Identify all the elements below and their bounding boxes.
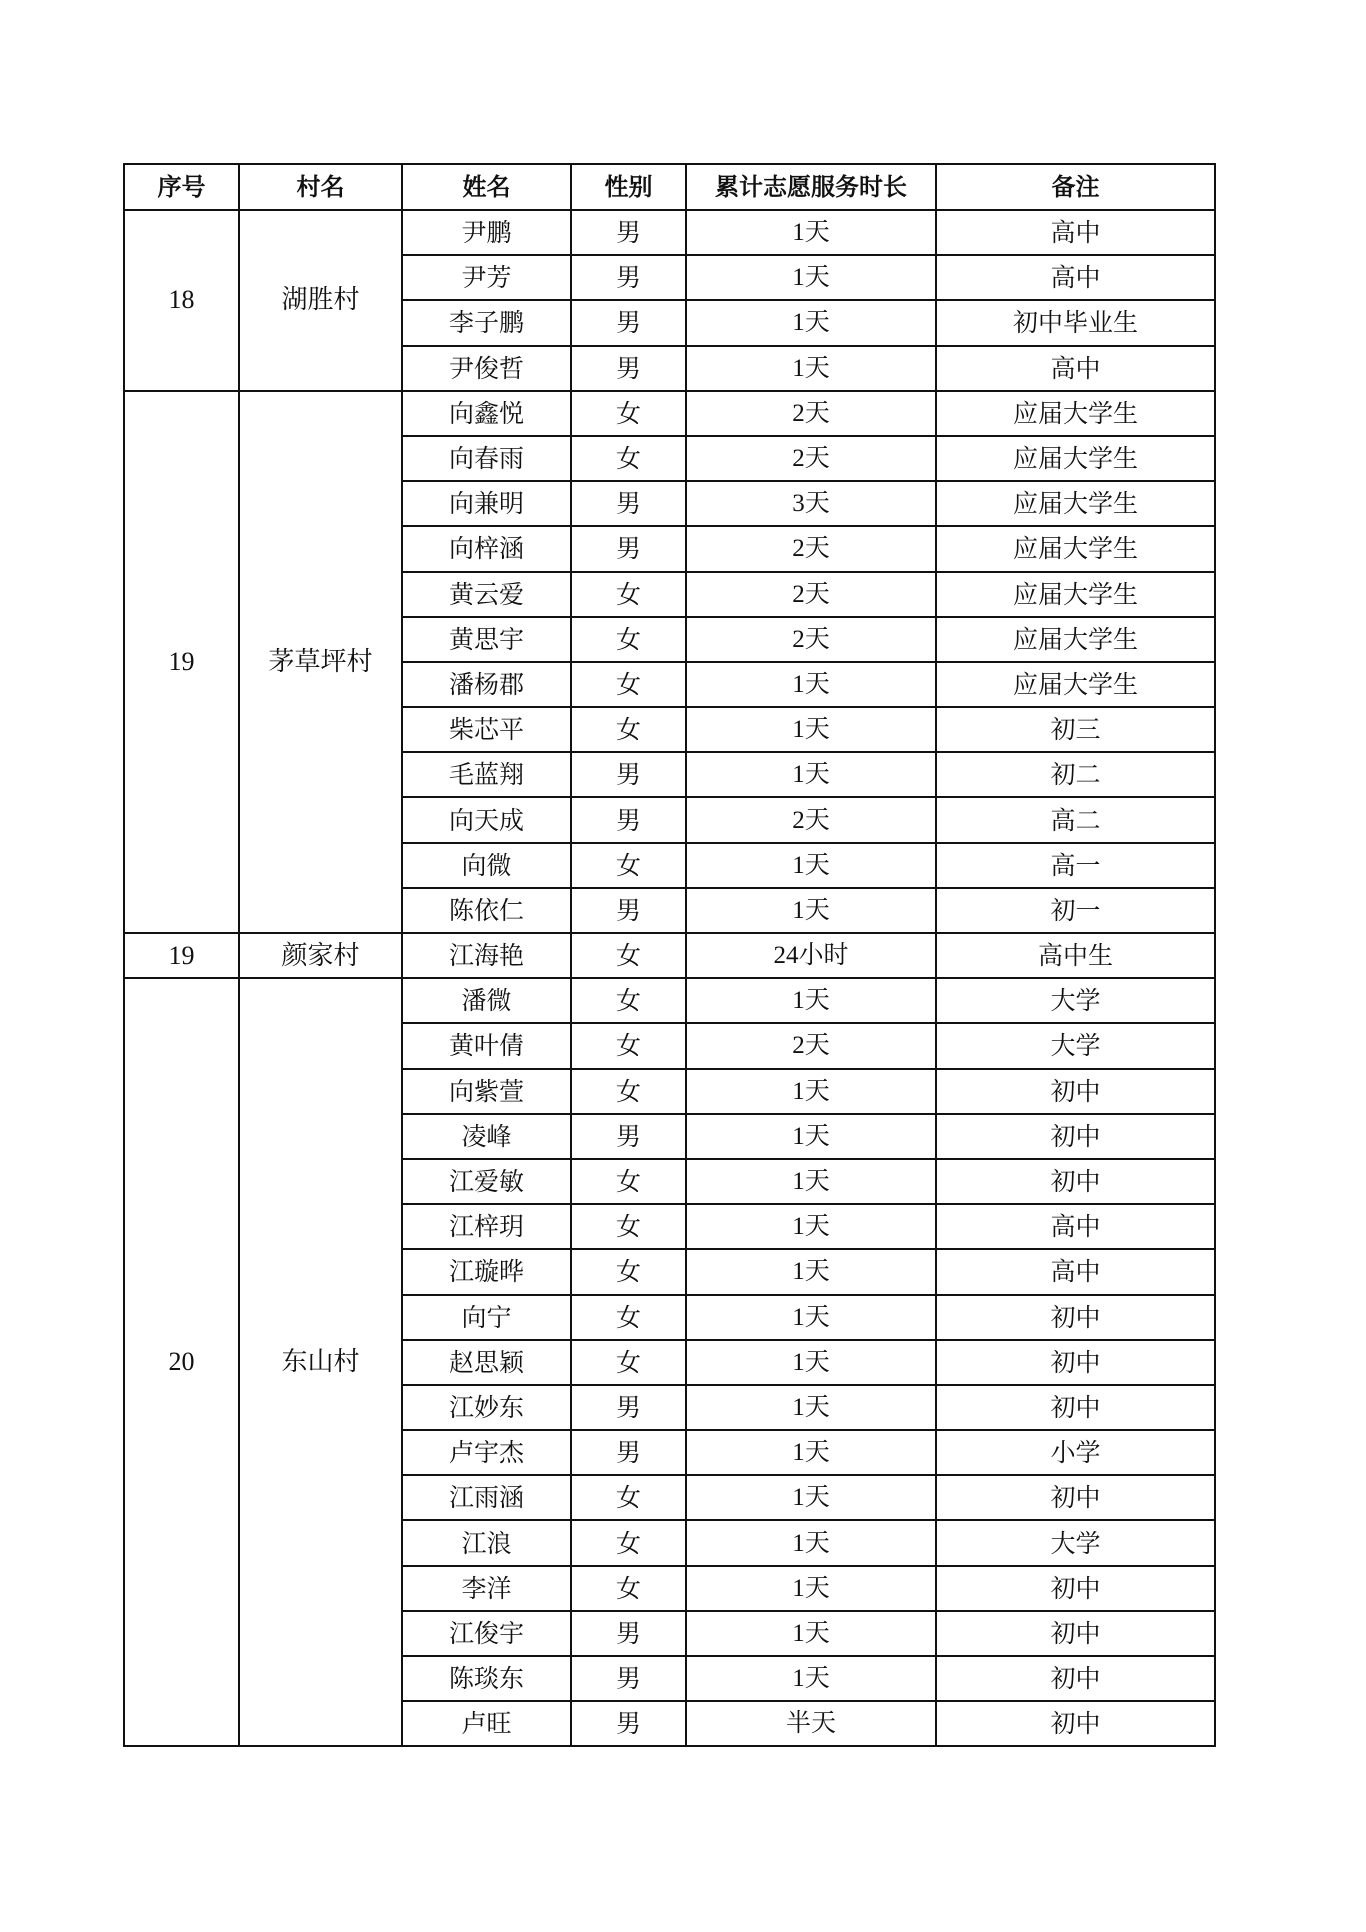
duration-cell: 1天 — [686, 1656, 936, 1701]
name-cell: 江浪 — [402, 1520, 571, 1565]
gender-cell: 女 — [571, 1069, 686, 1114]
gender-cell: 女 — [571, 1295, 686, 1340]
duration-cell: 1天 — [686, 1566, 936, 1611]
name-cell: 向春雨 — [402, 436, 571, 481]
duration-cell: 1天 — [686, 888, 936, 933]
duration-cell: 2天 — [686, 1023, 936, 1068]
remark-cell: 高中生 — [936, 933, 1215, 978]
name-cell: 向宁 — [402, 1295, 571, 1340]
name-cell: 江海艳 — [402, 933, 571, 978]
gender-cell: 女 — [571, 978, 686, 1023]
remark-cell: 初中 — [936, 1340, 1215, 1385]
name-cell: 陈琰东 — [402, 1656, 571, 1701]
remark-cell: 高中 — [936, 1204, 1215, 1249]
header-village: 村名 — [239, 164, 402, 210]
gender-cell: 男 — [571, 752, 686, 797]
duration-cell: 1天 — [686, 1340, 936, 1385]
duration-cell: 2天 — [686, 436, 936, 481]
duration-cell: 1天 — [686, 1611, 936, 1656]
remark-cell: 高中 — [936, 210, 1215, 255]
duration-cell: 2天 — [686, 617, 936, 662]
remark-cell: 应届大学生 — [936, 481, 1215, 526]
seq-cell: 19 — [124, 933, 239, 978]
gender-cell: 男 — [571, 1611, 686, 1656]
seq-cell: 20 — [124, 978, 239, 1746]
gender-cell: 女 — [571, 436, 686, 481]
gender-cell: 男 — [571, 346, 686, 391]
gender-cell: 男 — [571, 210, 686, 255]
name-cell: 向梓涵 — [402, 526, 571, 571]
name-cell: 李洋 — [402, 1566, 571, 1611]
remark-cell: 大学 — [936, 1520, 1215, 1565]
remark-cell: 初中 — [936, 1114, 1215, 1159]
name-cell: 卢旺 — [402, 1701, 571, 1746]
remark-cell: 初中 — [936, 1475, 1215, 1520]
table-row — [124, 978, 1215, 1023]
gender-cell: 女 — [571, 1475, 686, 1520]
remark-cell: 高中 — [936, 255, 1215, 300]
duration-cell: 1天 — [686, 1204, 936, 1249]
table-row — [124, 210, 1215, 255]
duration-cell: 半天 — [686, 1701, 936, 1746]
village-cell: 湖胜村 — [239, 210, 402, 391]
duration-cell: 1天 — [686, 1475, 936, 1520]
name-cell: 黄思宇 — [402, 617, 571, 662]
village-cell: 东山村 — [239, 978, 402, 1746]
remark-cell: 初二 — [936, 752, 1215, 797]
gender-cell: 女 — [571, 1340, 686, 1385]
name-cell: 向紫萱 — [402, 1069, 571, 1114]
gender-cell: 女 — [571, 1204, 686, 1249]
gender-cell: 女 — [571, 617, 686, 662]
duration-cell: 2天 — [686, 391, 936, 436]
name-cell: 江妙东 — [402, 1385, 571, 1430]
duration-cell: 1天 — [686, 300, 936, 345]
gender-cell: 男 — [571, 1385, 686, 1430]
duration-cell: 2天 — [686, 526, 936, 571]
gender-cell: 女 — [571, 1249, 686, 1294]
name-cell: 江梓玥 — [402, 1204, 571, 1249]
duration-cell: 1天 — [686, 662, 936, 707]
table-row — [124, 933, 1215, 978]
gender-cell: 男 — [571, 1430, 686, 1475]
seq-cell: 18 — [124, 210, 239, 391]
name-cell: 李子鹏 — [402, 300, 571, 345]
name-cell: 柴芯平 — [402, 707, 571, 752]
remark-cell: 应届大学生 — [936, 662, 1215, 707]
duration-cell: 1天 — [686, 752, 936, 797]
remark-cell: 初中毕业生 — [936, 300, 1215, 345]
remark-cell: 初中 — [936, 1701, 1215, 1746]
table-row — [124, 391, 1215, 436]
remark-cell: 初一 — [936, 888, 1215, 933]
remark-cell: 初三 — [936, 707, 1215, 752]
remark-cell: 高中 — [936, 346, 1215, 391]
name-cell: 江雨涵 — [402, 1475, 571, 1520]
remark-cell: 初中 — [936, 1611, 1215, 1656]
duration-cell: 1天 — [686, 1249, 936, 1294]
name-cell: 毛蓝翔 — [402, 752, 571, 797]
header-gender: 性别 — [571, 164, 686, 210]
remark-cell: 应届大学生 — [936, 391, 1215, 436]
gender-cell: 女 — [571, 843, 686, 888]
remark-cell: 高一 — [936, 843, 1215, 888]
header-name: 姓名 — [402, 164, 571, 210]
remark-cell: 应届大学生 — [936, 617, 1215, 662]
duration-cell: 24小时 — [686, 933, 936, 978]
gender-cell: 女 — [571, 1520, 686, 1565]
gender-cell: 女 — [571, 572, 686, 617]
name-cell: 向微 — [402, 843, 571, 888]
duration-cell: 2天 — [686, 572, 936, 617]
village-cell: 颜家村 — [239, 933, 402, 978]
remark-cell: 应届大学生 — [936, 572, 1215, 617]
remark-cell: 应届大学生 — [936, 436, 1215, 481]
volunteer-table — [123, 163, 1216, 1747]
duration-cell: 1天 — [686, 255, 936, 300]
gender-cell: 男 — [571, 300, 686, 345]
name-cell: 尹俊哲 — [402, 346, 571, 391]
header-duration: 累计志愿服务时长 — [686, 164, 936, 210]
remark-cell: 大学 — [936, 1023, 1215, 1068]
seq-cell: 19 — [124, 391, 239, 933]
duration-cell: 1天 — [686, 843, 936, 888]
gender-cell: 女 — [571, 662, 686, 707]
name-cell: 卢宇杰 — [402, 1430, 571, 1475]
name-cell: 江璇晔 — [402, 1249, 571, 1294]
name-cell: 江俊宇 — [402, 1611, 571, 1656]
remark-cell: 应届大学生 — [936, 526, 1215, 571]
duration-cell: 1天 — [686, 1159, 936, 1204]
name-cell: 向鑫悦 — [402, 391, 571, 436]
remark-cell: 大学 — [936, 978, 1215, 1023]
header-seq: 序号 — [124, 164, 239, 210]
duration-cell: 3天 — [686, 481, 936, 526]
name-cell: 潘微 — [402, 978, 571, 1023]
duration-cell: 1天 — [686, 1520, 936, 1565]
name-cell: 黄叶倩 — [402, 1023, 571, 1068]
name-cell: 陈依仁 — [402, 888, 571, 933]
table-body — [124, 210, 1215, 1746]
remark-cell: 高二 — [936, 797, 1215, 842]
gender-cell: 男 — [571, 481, 686, 526]
remark-cell: 初中 — [936, 1159, 1215, 1204]
duration-cell: 1天 — [686, 1385, 936, 1430]
name-cell: 尹芳 — [402, 255, 571, 300]
gender-cell: 女 — [571, 1566, 686, 1611]
name-cell: 黄云爱 — [402, 572, 571, 617]
village-cell: 茅草坪村 — [239, 391, 402, 933]
remark-cell: 小学 — [936, 1430, 1215, 1475]
duration-cell: 1天 — [686, 1114, 936, 1159]
name-cell: 江爱敏 — [402, 1159, 571, 1204]
header-remark: 备注 — [936, 164, 1215, 210]
gender-cell: 女 — [571, 1159, 686, 1204]
name-cell: 潘杨郡 — [402, 662, 571, 707]
gender-cell: 男 — [571, 255, 686, 300]
remark-cell: 初中 — [936, 1385, 1215, 1430]
gender-cell: 男 — [571, 1114, 686, 1159]
duration-cell: 1天 — [686, 707, 936, 752]
gender-cell: 女 — [571, 707, 686, 752]
remark-cell: 初中 — [936, 1295, 1215, 1340]
name-cell: 凌峰 — [402, 1114, 571, 1159]
name-cell: 赵思颖 — [402, 1340, 571, 1385]
gender-cell: 女 — [571, 391, 686, 436]
duration-cell: 1天 — [686, 1069, 936, 1114]
remark-cell: 初中 — [936, 1656, 1215, 1701]
name-cell: 尹鹏 — [402, 210, 571, 255]
remark-cell: 初中 — [936, 1566, 1215, 1611]
name-cell: 向兼明 — [402, 481, 571, 526]
table-header — [124, 164, 1215, 210]
duration-cell: 1天 — [686, 1430, 936, 1475]
gender-cell: 男 — [571, 1701, 686, 1746]
name-cell: 向天成 — [402, 797, 571, 842]
gender-cell: 男 — [571, 1656, 686, 1701]
duration-cell: 1天 — [686, 346, 936, 391]
gender-cell: 女 — [571, 1023, 686, 1068]
gender-cell: 男 — [571, 526, 686, 571]
duration-cell: 2天 — [686, 797, 936, 842]
duration-cell: 1天 — [686, 1295, 936, 1340]
header-row — [124, 164, 1215, 210]
duration-cell: 1天 — [686, 210, 936, 255]
remark-cell: 初中 — [936, 1069, 1215, 1114]
gender-cell: 男 — [571, 888, 686, 933]
duration-cell: 1天 — [686, 978, 936, 1023]
gender-cell: 男 — [571, 797, 686, 842]
gender-cell: 女 — [571, 933, 686, 978]
remark-cell: 高中 — [936, 1249, 1215, 1294]
